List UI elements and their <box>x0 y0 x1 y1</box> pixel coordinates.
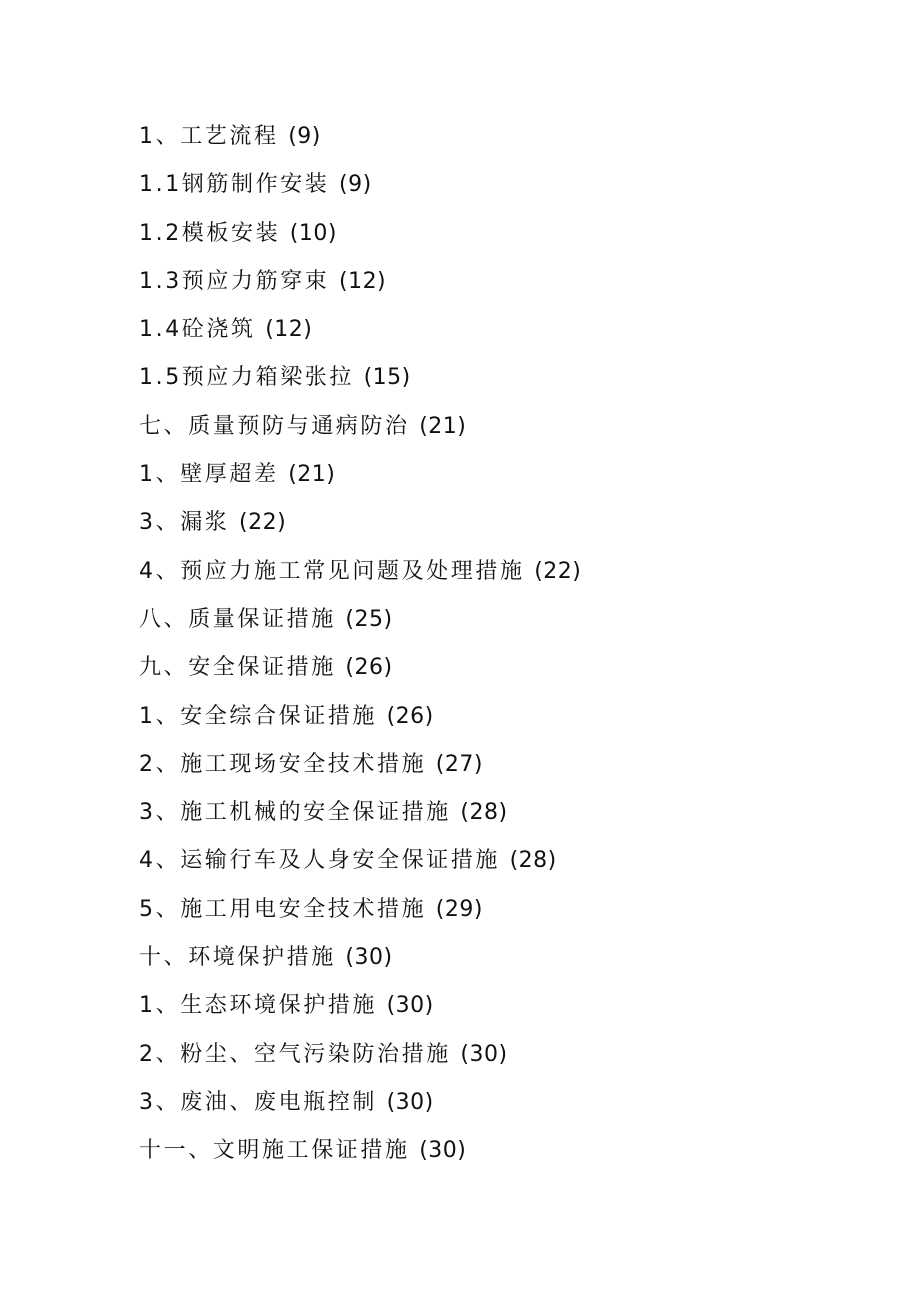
toc-entry-page: (9) <box>338 172 372 198</box>
toc-entry-title: 4、预应力施工常见问题及处理措施 <box>139 558 525 584</box>
toc-entry[interactable] <box>139 741 879 789</box>
toc-entry[interactable] <box>139 644 879 692</box>
toc-entry-page: (15) <box>363 365 411 391</box>
toc-entry-title: 1、安全综合保证措施 <box>139 703 377 729</box>
toc-entry-title: 1.3预应力筋穿束 <box>139 268 330 294</box>
toc-entry[interactable] <box>139 837 879 885</box>
toc-entry[interactable] <box>139 258 879 306</box>
toc-entry[interactable] <box>139 210 879 258</box>
toc-entry-title: 3、漏浆 <box>139 510 230 536</box>
toc-entry-page: (22) <box>534 558 582 584</box>
toc-entry-page: (26) <box>386 703 434 729</box>
toc-entry-page: (22) <box>239 510 287 536</box>
toc-entry-page: (30) <box>386 993 434 1019</box>
toc-entry-page: (21) <box>288 462 336 488</box>
toc-entry-title: 2、施工现场安全技术措施 <box>139 751 427 777</box>
toc-entry-title: 十一、文明施工保证措施 <box>139 1138 410 1164</box>
toc-entry-title: 八、质量保证措施 <box>139 606 336 632</box>
toc-entry-page: (9) <box>288 124 321 149</box>
toc-entry-title: 3、废油、废电瓶控制 <box>139 1089 377 1115</box>
toc-entry-title: 1、生态环境保护措施 <box>139 993 377 1019</box>
toc-entry-page: (29) <box>435 896 483 922</box>
toc-entry[interactable] <box>139 1127 879 1175</box>
toc-entry[interactable] <box>139 596 879 644</box>
toc-entry-title: 九、安全保证措施 <box>139 655 336 681</box>
toc-entry-page: (21) <box>419 413 467 439</box>
toc-entry[interactable] <box>139 451 879 499</box>
toc-entry-title: 1、工艺流程 <box>139 124 279 149</box>
toc-entry-page: (30) <box>345 945 393 971</box>
toc-entry[interactable] <box>139 1079 879 1127</box>
toc-entry-page: (12) <box>265 317 313 343</box>
toc-entry-page: (28) <box>509 848 557 874</box>
toc-entry-page: (28) <box>460 800 508 826</box>
toc-entry[interactable] <box>139 934 879 982</box>
toc-entry-page: (12) <box>338 268 387 294</box>
toc-entry-page: (25) <box>345 606 393 632</box>
toc-entry[interactable] <box>139 161 879 209</box>
toc-entry-title: 七、质量预防与通病防治 <box>139 413 410 439</box>
toc-entry-title: 1、壁厚超差 <box>139 462 279 488</box>
toc-entry-page: (30) <box>419 1138 467 1164</box>
toc-entry[interactable] <box>139 354 879 402</box>
toc-entry-title: 1.1钢筋制作安装 <box>139 172 330 198</box>
toc-entry-title: 1.4砼浇筑 <box>139 317 256 343</box>
toc-entry[interactable] <box>139 548 879 596</box>
toc-entry[interactable] <box>139 306 879 354</box>
toc-entry[interactable] <box>139 789 879 837</box>
toc-entry-page: (30) <box>460 1041 508 1067</box>
toc-entry[interactable] <box>139 499 879 547</box>
toc-entry[interactable] <box>139 982 879 1030</box>
toc-entry-page: (30) <box>386 1089 434 1115</box>
table-of-contents <box>139 113 879 1176</box>
toc-entry-title: 4、运输行车及人身安全保证措施 <box>139 848 500 874</box>
toc-entry[interactable] <box>139 693 879 741</box>
toc-entry[interactable] <box>139 1031 879 1079</box>
toc-entry-page: (10) <box>289 220 337 246</box>
toc-entry[interactable] <box>139 886 879 934</box>
toc-entry-title: 1.2模板安装 <box>139 220 281 246</box>
toc-entry-title: 3、施工机械的安全保证措施 <box>139 800 451 826</box>
toc-entry-page: (26) <box>345 655 393 681</box>
toc-entry-title: 1.5预应力箱梁张拉 <box>139 365 354 391</box>
toc-entry-title: 十、环境保护措施 <box>139 945 336 971</box>
toc-entry-title: 5、施工用电安全技术措施 <box>139 896 427 922</box>
toc-entry[interactable] <box>139 403 879 451</box>
toc-entry[interactable] <box>139 113 879 161</box>
toc-entry-title: 2、粉尘、空气污染防治措施 <box>139 1041 451 1067</box>
toc-entry-page: (27) <box>435 751 483 777</box>
